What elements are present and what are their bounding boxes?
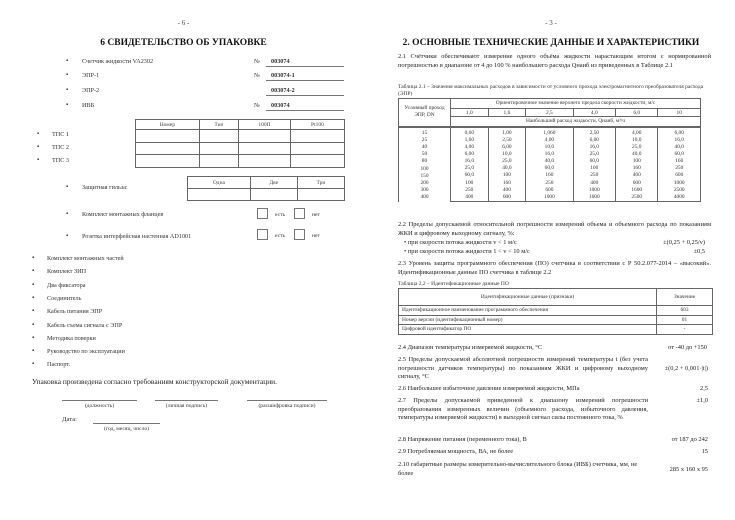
table-cell: 603: [657, 306, 713, 316]
bullet-icon: ▪: [66, 58, 69, 64]
table-cell: 16,0: [589, 143, 599, 150]
bullet-icon: ▪: [66, 211, 69, 217]
date-hint: (год, месяц, число): [103, 426, 150, 432]
column-header: Идентификационные данные (признаки): [399, 289, 657, 306]
table-cell: 1,00: [502, 129, 512, 136]
spec-label: 2.5 Пределы допускаемой абсолютной погрешности измерений температуры t (без учета погрешности датчиков температуры) по показаниям ЖКИ и цифровому выходному сигналу, °С: [398, 356, 648, 380]
column-header: Две: [250, 177, 297, 189]
page-title: 2. ОСНОВНЫЕ ТЕХНИЧЕСКИЕ ДАННЫЕ И ХАРАКТЕРИСТИКИ: [402, 38, 700, 48]
table-cell: 4,00: [632, 129, 642, 136]
column-header: Одна: [188, 177, 251, 189]
table-cell: 10,0: [632, 136, 642, 143]
table-cell: 400: [590, 179, 599, 186]
flow-column: [616, 127, 658, 202]
bullet-icon: ▪: [32, 268, 35, 274]
table-cell[interactable]: [199, 130, 239, 143]
table-cell[interactable]: [290, 142, 344, 155]
table-cell: 100: [502, 172, 511, 179]
table-cell: 16,0: [674, 136, 684, 143]
paragraph-2-2: 2.2 Пределы допускаемой относительной погрешности измерений объема и объемного расхода по показаниям ЖКИ и цифровому выходному сигналу, %:: [398, 221, 711, 237]
table-cell[interactable]: [290, 155, 344, 168]
yes-label: есть: [275, 212, 286, 218]
table-cell: 2,50: [589, 129, 599, 136]
bullet-icon: ▪: [66, 102, 69, 108]
table-cell: 01: [657, 315, 713, 325]
p2-2-item-label: • при скорости потока жидкости v < 1 м/с: [404, 239, 517, 246]
tps-table: [135, 119, 345, 168]
table-cell: 400: [420, 194, 429, 201]
name-line[interactable]: [247, 400, 327, 401]
bullet-icon: ▪: [32, 361, 35, 367]
serial-value[interactable]: 003074-1: [266, 72, 344, 81]
bullet-icon: ▪: [66, 87, 69, 93]
table-cell: 1000: [673, 179, 685, 186]
speed-header: 4,0: [573, 109, 615, 117]
table-cell: 25,0: [632, 143, 642, 150]
date-line[interactable]: [93, 423, 160, 424]
p2-2-item-value: ±(0,25 + 0,25/v): [663, 239, 705, 246]
table-cell: 16,0: [464, 158, 475, 165]
spec-label: 2.8 Напряжение питания (переменного тока), В: [398, 436, 527, 443]
dn-column: [399, 127, 451, 202]
table-cell: 40,0: [632, 150, 642, 157]
table-cell: 0,60: [464, 129, 475, 136]
column-header: Тип: [199, 120, 239, 130]
table-cell: 100: [632, 158, 641, 165]
list-item: Руководство по эксплуатации: [47, 348, 125, 355]
spec-value: 15: [701, 448, 708, 455]
flow-column: [451, 127, 489, 202]
spec-label: 2.9 Потребляемая мощность, ВА, не более: [398, 448, 514, 455]
speed-header: 10: [658, 109, 701, 117]
table-cell[interactable]: [199, 155, 239, 168]
sleeve-label: Защитная гильза:: [82, 184, 128, 191]
speed-header: 1,6: [488, 109, 526, 117]
page-number: - 3 -: [545, 19, 557, 27]
list-item: Соединитель: [47, 295, 82, 302]
table-cell: 60,0: [674, 150, 684, 157]
bullet-icon: ▪: [37, 131, 40, 137]
tps-row-label: ТПС 1: [52, 131, 70, 138]
serial-value[interactable]: 003074-2: [266, 87, 344, 96]
table-cell: 6,00: [674, 129, 684, 136]
table-cell: 6,00: [502, 143, 512, 150]
signature-hint: (должность): [84, 403, 115, 409]
table-cell: 250: [465, 186, 474, 193]
table-cell: 25,0: [589, 150, 599, 157]
column-header: Три: [297, 177, 344, 189]
table-cell[interactable]: [136, 142, 200, 155]
spec-value: 285 х 160 х 95: [669, 466, 708, 473]
table-cell: 160: [675, 158, 684, 165]
signature-hint: (расшифровка подписи): [258, 403, 316, 409]
spec-label: 2.4 Диапазон температуры измеряемой жидкости, °С: [398, 344, 543, 351]
table-cell: 60,0: [464, 172, 475, 179]
number-sign: №: [254, 72, 260, 79]
flow-column: [573, 127, 615, 202]
list-item: Паспорт.: [47, 361, 71, 368]
bullet-icon: ▪: [32, 282, 35, 288]
checkbox-item-label: Комплект монтажных фланцев: [82, 211, 164, 218]
page-title: 6 СВИДЕТЕЛЬСТВО ОБ УПАКОВКЕ: [100, 38, 267, 48]
table-cell: 300: [420, 187, 429, 193]
flow-column: [526, 127, 573, 202]
table-cell: 400: [632, 172, 641, 179]
table-cell: 1,060: [543, 129, 556, 136]
bullet-icon: ▪: [37, 157, 40, 163]
table-cell: 160: [502, 179, 511, 186]
table-cell[interactable]: [250, 189, 297, 201]
table-cell: 160: [632, 165, 641, 172]
list-item: Комплект ЗИП: [47, 268, 87, 275]
tps-row-label: ТПС 3: [52, 157, 70, 164]
right-page: [367, 0, 735, 520]
table-2-2-caption: Таблица 2.2 – Идентификационные данные ПО: [398, 281, 509, 287]
table-cell[interactable]: [297, 189, 344, 201]
sleeve-table: [187, 176, 345, 201]
page-number: - 6 -: [177, 19, 190, 27]
table-cell: 50: [421, 151, 428, 158]
table-cell: 10,0: [544, 143, 555, 150]
flow-column: [658, 127, 701, 202]
yes-checkbox[interactable]: [257, 208, 268, 219]
serial-label: ЭПР-1: [82, 72, 100, 79]
bullet-icon: ▪: [32, 348, 35, 354]
no-checkbox[interactable]: [294, 229, 305, 240]
dn-header: Условный проход ЭПР, DN: [399, 99, 451, 127]
table-cell: 40,0: [674, 143, 684, 150]
paragraph-2-3: 2.3 Уровень защиты программного обеспечения (ПО) счетчика в соответствии с Р 50.2.077-2014 – «высокий». Идентификационные данные ПО счетчика в таблице 2.2: [398, 260, 711, 276]
bullet-icon: ▪: [66, 184, 69, 190]
table-cell: 200: [420, 179, 429, 186]
signature-hint: (личная подпись): [165, 403, 208, 409]
table-cell[interactable]: [188, 189, 251, 201]
table-cell: 4,00: [544, 136, 555, 143]
table-cell[interactable]: [136, 130, 200, 143]
table-cell: 400: [502, 186, 511, 193]
serial-value[interactable]: 003074: [266, 58, 344, 67]
paragraph-2-1: 2.1 Счётчики обеспечивают измерение одного объёма жидкости нарастающим итогом с нормированной погрешностью в диапазоне от 4 до 100 % наибольшего расхода Qнаиб из приведенных в Таблице 2.1: [398, 53, 711, 69]
table-cell: 250: [590, 172, 599, 179]
flow-header: Наибольший расход жидкости, Qнаиб, м³/ч: [451, 117, 701, 127]
bullet-icon: ▪: [32, 335, 35, 341]
table-cell: 25,0: [502, 158, 512, 165]
yes-label: есть: [275, 233, 286, 239]
p2-2-item-value: ±0,5: [693, 248, 705, 255]
list-item: Методика поверки: [47, 335, 96, 342]
signature-line[interactable]: [155, 400, 218, 401]
table-cell: 1000: [544, 193, 555, 200]
bullet-icon: ▪: [66, 233, 69, 239]
flow-column: [488, 127, 526, 202]
bullet-icon: ▪: [32, 308, 35, 314]
list-item: Кабель съема сигнала с ЭПР: [47, 322, 123, 329]
table-cell: 1000: [588, 186, 600, 193]
table-cell: 100: [590, 165, 599, 172]
table-cell[interactable]: [239, 130, 291, 143]
no-label: нет: [312, 233, 320, 239]
table-cell: 600: [545, 186, 554, 193]
speed-header: 2,5: [526, 109, 573, 117]
list-item: Комплект монтажных частей: [47, 255, 124, 262]
spec-value: 2,5: [700, 385, 708, 392]
table-cell: 600: [675, 172, 684, 179]
spec-value: от 187 до 242: [671, 436, 708, 443]
table-cell: 6,00: [589, 136, 599, 143]
yes-checkbox[interactable]: [257, 229, 268, 240]
number-sign: №: [254, 102, 260, 109]
table-cell: 600: [502, 193, 511, 200]
table-cell: Цифровой идентификатор ПО: [399, 325, 657, 335]
table-cell: 40,0: [502, 165, 512, 172]
table-cell: 4000: [673, 193, 685, 200]
serial-label: Счетчик жидкости VA2302: [82, 58, 154, 65]
table-cell: 400: [465, 193, 474, 200]
table-cell: 25,0: [464, 165, 475, 172]
table-cell: 150: [420, 172, 429, 179]
table-cell: 2500: [631, 193, 643, 200]
checkbox-item-label: Розетка интерфейсная настенная AD1001: [82, 233, 192, 240]
table-cell: 1,60: [464, 136, 475, 143]
spec-label: 2.6 Наибольшее избыточное давление измеряемой жидкости, МПа: [398, 385, 580, 392]
speed-header: 6,0: [616, 109, 658, 117]
spec-value: ±1,0: [696, 397, 708, 404]
column-header: 100П: [239, 120, 291, 130]
column-header: Pt100: [290, 120, 344, 130]
table-cell: 80: [421, 158, 428, 165]
table-cell: 2500: [673, 186, 685, 193]
table-cell[interactable]: [239, 155, 291, 168]
tps-row-label: ТПС 2: [52, 144, 70, 151]
table-cell: 40,0: [544, 158, 555, 165]
table-cell: 1600: [588, 193, 600, 200]
table-cell: 4,00: [464, 143, 475, 150]
table-cell: 1600: [631, 186, 643, 193]
table-cell: 2,50: [502, 136, 512, 143]
table-cell: 15: [421, 129, 428, 136]
table-cell: 100: [420, 165, 429, 172]
table-cell: Идентификационное наименование программного обеспечения: [399, 306, 657, 316]
table-cell: 25: [421, 136, 428, 143]
table-2-1-caption: Таблица 2.1 – Значения максимальных расходов в зависимости от условного прохода электромагнитного преобразователя расхода (ЭПР): [398, 84, 704, 97]
no-label: нет: [312, 212, 320, 218]
speed-header: 1,0: [451, 109, 489, 117]
spec-value: от -40 до +150: [668, 344, 707, 351]
bullet-icon: ▪: [66, 72, 69, 78]
bullet-icon: ▪: [32, 295, 35, 301]
table-cell: 160: [545, 172, 554, 179]
packing-statement: Упаковка произведена согласно требованиям конструкторской документации.: [32, 377, 277, 386]
table-cell[interactable]: [239, 142, 291, 155]
serial-label: ИВБ: [82, 102, 95, 109]
flow-table: [398, 98, 701, 202]
list-item: Два фиксатора: [47, 282, 86, 289]
spec-label: 2.10 габаритные размеры измерительно-вычислительного блока (ИВБ) счетчика, мм, не более: [398, 461, 638, 477]
table-cell: 600: [632, 179, 641, 186]
column-header: Номер: [136, 120, 200, 130]
table-cell: 60,0: [544, 165, 555, 172]
software-id-table: [398, 288, 713, 335]
table-cell: 250: [675, 165, 684, 172]
spec-value: ±(0,2 + 0,001·|t|): [664, 365, 708, 372]
table-cell: -: [657, 325, 713, 335]
date-label: Дата:: [62, 416, 77, 423]
table-cell: 60,0: [589, 158, 599, 165]
serial-value[interactable]: 003074: [266, 102, 344, 111]
bullet-icon: ▪: [32, 322, 35, 328]
table-cell: 6,00: [464, 150, 475, 157]
spec-label: 2.7 Пределы допускаемой приведенной к диапазону измерений погрешности преобразования измеренных величин (объемного расхода, избыточного давления, температуры измеряемой жидкости) в выходной сигнал силы постоянного тока, %: [398, 397, 648, 421]
table-cell[interactable]: [199, 142, 239, 155]
table-cell[interactable]: [290, 130, 344, 143]
position-line[interactable]: [62, 400, 137, 401]
p2-2-item-label: • при скорости потока жидкости 1 < v < 10 м/с: [404, 248, 530, 255]
bullet-icon: ▪: [32, 255, 35, 261]
no-checkbox[interactable]: [294, 208, 305, 219]
speed-group-header: Ориентировочное значение верхнего предела скорости жидкости, м/с: [451, 99, 701, 109]
bullet-icon: ▪: [37, 144, 40, 150]
table-cell: Номер версии (идентификационный номер): [399, 315, 657, 325]
table-cell[interactable]: [136, 155, 200, 168]
table-cell: 100: [465, 179, 474, 186]
table-cell: 16,0: [544, 150, 555, 157]
list-item: Кабель питания ЭПР: [47, 308, 103, 315]
left-page: [0, 0, 367, 520]
column-header: Значение: [657, 289, 713, 306]
table-cell: 250: [545, 179, 554, 186]
table-cell: 40: [421, 144, 428, 151]
table-cell: 10,0: [502, 150, 512, 157]
number-sign: №: [254, 58, 260, 65]
serial-label: ЭПР-2: [82, 87, 100, 94]
